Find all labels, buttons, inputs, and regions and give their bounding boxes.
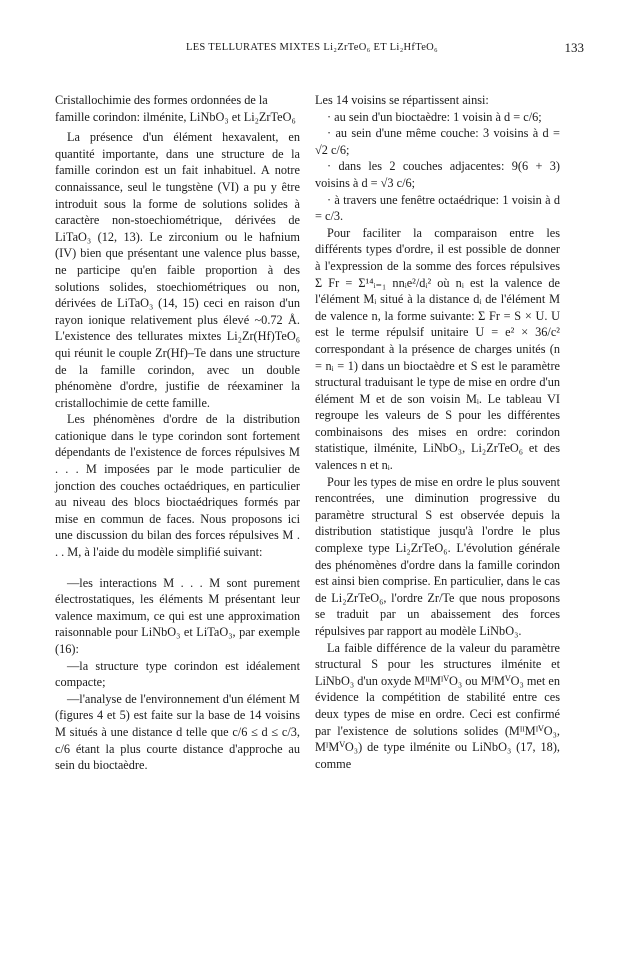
left-column bbox=[55, 92, 300, 774]
paragraph: La faible différence de la valeur du paramètre structural S pour les structures ilménite et LiNbO₃ d'un oxyde MᴵᴵMᴵⱽO₃ ou MᴵMⱽO₃ met en évidence la compétition de stabilité entre ces deux types de mise en ordre. Ceci est confirmé par l'existence de solutions solides (MᴵᴵMᴵⱽO₃, MᴵMⱽO₃) de type ilménite ou LiNbO₃ (17, 18), comme bbox=[315, 640, 560, 771]
paragraph: Les 14 voisins se répartissent ainsi: bbox=[315, 93, 489, 107]
list-item: —les interactions M . . . M sont purement électrostatiques, les éléments M présentant leur valence maximum, ce qui est une approximation raisonnable pour LiNbO₃ et LiTaO₃, par exemple (16): bbox=[55, 575, 300, 656]
list-item: —l'analyse de l'environnement d'un élément M (figures 4 et 5) est faite sur la base de 14 voisins M situés à une distance d telle que c/6 ≤ d ≤ c/3, c/6 étant la plus courte distance d'approche au sein du bioctaèdre. bbox=[55, 691, 300, 773]
section-title: Cristallochimie des formes ordonnées de la famille corindon: ilménite, LiNbO₃ et Li₂ZrTeO₆ bbox=[55, 93, 296, 124]
list-item: —la structure type corindon est idéalement compacte; bbox=[55, 658, 300, 690]
running-title: LES TELLURATES MIXTES Li₂ZrTeO₆ ET Li₂HfTeO₆ bbox=[186, 42, 438, 53]
running-header bbox=[40, 40, 584, 56]
page-number: 133 bbox=[564, 40, 584, 55]
list-item: · à travers une fenêtre octaédrique: 1 voisin à d = c/3. bbox=[315, 192, 560, 224]
paragraph: Pour les types de mise en ordre le plus souvent rencontrées, une diminution progressive du paramètre structural S est observée depuis la distribution statistique jusqu'à l'ordre le plus complexe type Li₂ZrTeO₆. L'évolution générale des phénomènes d'ordre dans la famille corindon est ainsi bien comprise. En particulier, dans le cas de Li₂ZrTeO₆, l'ordre Zr/Te que nous proposons se traduit par un abaissement des forces répulsives par rapport au modèle LiNbO₃. bbox=[315, 474, 560, 638]
paragraph: La présence d'un élément hexavalent, en quantité importante, dans une structure de la famille corindon est un fait inhabituel. A notre connaissance, seul le tungstène (VI) a pu y être introduit sous la forme de solutions solides à caractère non-stoechiométrique, dérivées de LiTaO₃ (12, 13). Le zirconium ou le hafnium (IV) bien que présentant une valence plus basse, ne participe qu'en faible proportion à des solutions solides, stoechiométriques ou non, dérivées de LiTaO₃ (14, 15) ceci en raison d'un rayon ionique relativement plus élevé ~0.72 Å. L'existence des tellurates mixtes Li₂Zr(Hf)TeO₆ qui réunit le couple Zr(Hf)–Te dans une structure de la famille corindon, avec un double phénomène d'ordre, justifie de réexaminer la cristallochimie de cette famille. bbox=[55, 130, 300, 410]
list-item: · dans les 2 couches adjacentes: 9(6 + 3) voisins à d = √3 c/6; bbox=[315, 159, 560, 190]
paragraph: Pour faciliter la comparaison entre les différents types d'ordre, il est possible de donner à l'expression de la somme des forces répulsives Σ Fr = Σ¹⁴ᵢ₌₁ nnᵢe²/dᵢ² où nᵢ est la valence de l'élément Mᵢ situé à la distance dᵢ de l'élément M de valence n, la forme suivante: Σ Fr = S × U. U est le terme répulsif unitaire U = e² × 36/c² correspondant à la présence de charges unités (n = nᵢ = 1) dans un bioctaèdre et S est le paramètre structural traduisant le type de mise en ordre d'un élément M et de son voisin Mᵢ. Le tableau VI regroupe les valeurs de S pour les différentes combinaisons des mises en ordre: corindon statistique, ilménite, LiNbO₃, Li₂ZrTeO₆ et des valences n et nᵢ. bbox=[315, 225, 560, 473]
list-item: · au sein d'un bioctaèdre: 1 voisin à d = c/6; bbox=[327, 109, 542, 124]
list-item: · au sein d'une même couche: 3 voisins à d = √2 c/6; bbox=[315, 126, 560, 157]
paragraph: Les phénomènes d'ordre de la distribution cationique dans le type corindon sont fortement dépendants de l'existence de forces répulsives M . . . M imposées par le mode particulier de jonction des couches octaédriques, en particulier au niveau des blocs bioctaédriques formés par mise en commun de faces. Nous proposons ici une discussion du bilan des forces répulsives M . . . M, à l'aide du modèle simplifié suivant: bbox=[55, 412, 300, 560]
right-column bbox=[315, 92, 560, 772]
